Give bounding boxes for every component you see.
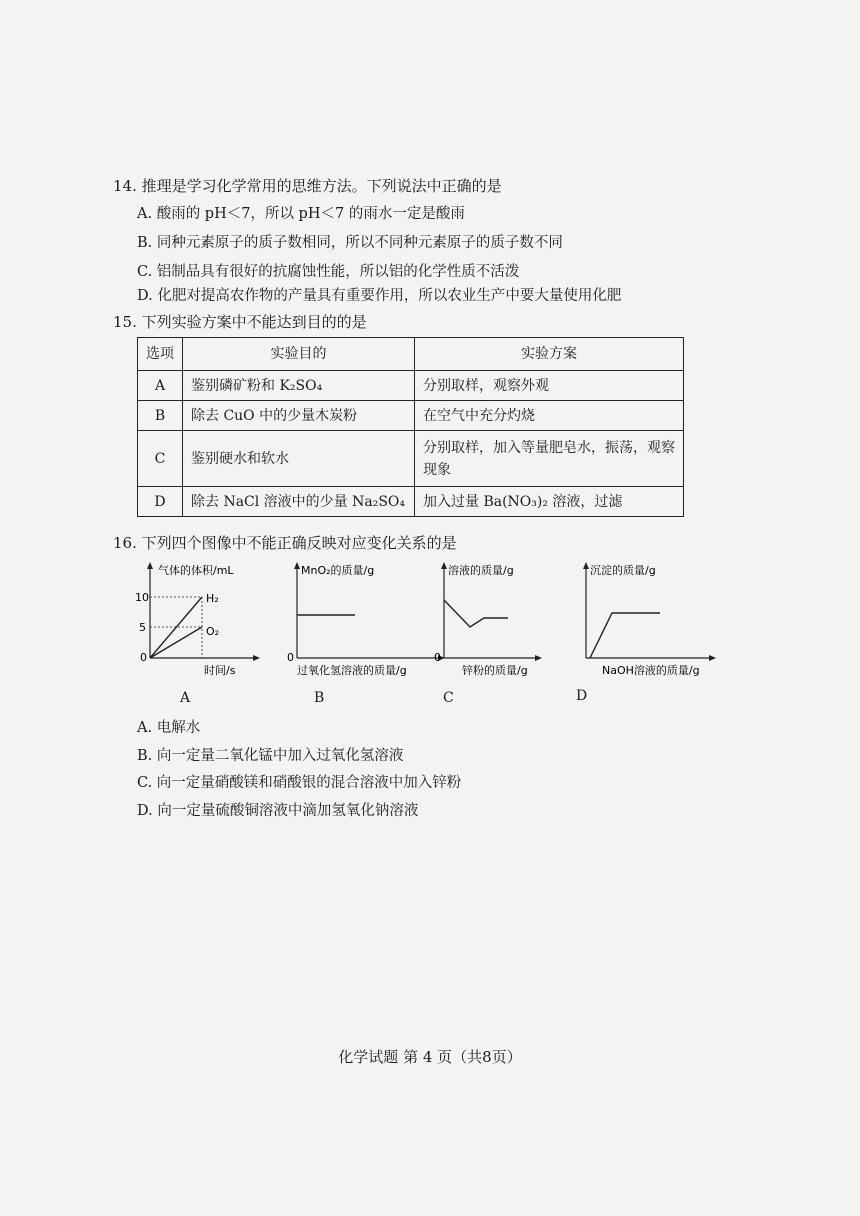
row-plan: 分别取样，观察外观 (415, 371, 684, 401)
q14-option-d: D. 化肥对提高农作物的产量具有重要作用，所以农业生产中要大量使用化肥 (137, 288, 622, 304)
row-purpose: 除去 CuO 中的少量木炭粉 (183, 401, 415, 431)
arrow-up-icon (441, 562, 447, 569)
row-plan: 分别取样，加入等量肥皂水，振荡，观察现象 (415, 431, 684, 487)
question-14-stem: 14. 推理是学习化学常用的思维方法。下列说法中正确的是 (113, 177, 502, 195)
graph-a-origin: 0 (140, 651, 147, 664)
row-option: A (138, 371, 183, 401)
h2-line (150, 597, 202, 658)
graph-a-letter: A (180, 690, 191, 706)
table-row (138, 431, 684, 487)
graph-d-xlabel: NaOH溶液的质量/g (602, 664, 700, 677)
o2-label: O₂ (206, 625, 220, 638)
row-purpose: 除去 NaCl 溶液中的少量 Na₂SO₄ (183, 487, 415, 517)
graph-a-xlabel: 时间/s (204, 664, 236, 677)
arrow-up-icon (294, 562, 300, 569)
graph-d (576, 560, 726, 678)
header-purpose: 实验目的 (183, 338, 415, 371)
row-option: C (138, 431, 183, 487)
table-row (138, 371, 684, 401)
graph-c-origin: 0 (434, 651, 441, 664)
arrow-right-icon (535, 655, 542, 661)
graph-b-xlabel: 过氧化氢溶液的质量/g (297, 664, 407, 677)
precipitate-line (590, 613, 660, 658)
row-purpose: 鉴别硬水和软水 (183, 431, 415, 487)
q16-option-a: A. 电解水 (137, 720, 201, 736)
q16-option-c: C. 向一定量硝酸镁和硝酸银的混合溶液中加入锌粉 (137, 775, 462, 791)
question-16-stem: 16. 下列四个图像中不能正确反映对应变化关系的是 (113, 534, 457, 552)
graph-a-ylabel: 气体的体积/mL (158, 564, 234, 577)
arrow-right-icon (709, 655, 716, 661)
solution-mass-line (444, 600, 508, 627)
question-15-stem: 15. 下列实验方案中不能达到目的的是 (113, 313, 367, 331)
graph-d-ylabel: 沉淀的质量/g (590, 564, 656, 577)
row-option: D (138, 487, 183, 517)
q14-option-b: B. 同种元素原子的质子数相同，所以不同种元素原子的质子数不同 (137, 235, 563, 251)
page-footer: 化学试题 第 4 页（共8页） (338, 1048, 522, 1066)
arrow-up-icon (583, 562, 589, 569)
graph-b-ylabel: MnO₂的质量/g (301, 564, 375, 577)
table-row (138, 487, 684, 517)
h2-label: H₂ (206, 592, 219, 605)
graph-b-letter: B (314, 690, 325, 706)
graph-b-origin: 0 (287, 651, 294, 664)
header-plan: 实验方案 (415, 338, 684, 371)
row-option: B (138, 401, 183, 431)
header-option: 选项 (138, 338, 183, 371)
graph-d-letter: D (576, 688, 588, 704)
graph-c-letter: C (443, 690, 454, 706)
arrow-up-icon (147, 562, 153, 569)
q14-option-c: C. 铝制品具有很好的抗腐蚀性能，所以铝的化学性质不活泼 (137, 264, 520, 280)
row-purpose: 鉴别磷矿粉和 K₂SO₄ (183, 371, 415, 401)
graph-b (283, 560, 453, 678)
graph-c (430, 560, 550, 678)
graph-c-xlabel: 锌粉的质量/g (462, 664, 528, 677)
q16-option-b: B. 向一定量二氧化锰中加入过氧化氢溶液 (137, 748, 404, 764)
graph-c-ylabel: 溶液的质量/g (448, 564, 514, 577)
o2-line (150, 627, 202, 658)
graph-a (132, 560, 262, 678)
row-plan: 加入过量 Ba(NO₃)₂ 溶液，过滤 (415, 487, 684, 517)
experiment-table (137, 337, 684, 517)
arrow-right-icon (253, 655, 260, 661)
q16-option-d: D. 向一定量硫酸铜溶液中滴加氢氧化钠溶液 (137, 803, 419, 819)
q14-option-a: A. 酸雨的 pH＜7，所以 pH＜7 的雨水一定是酸雨 (137, 206, 465, 222)
graph-a-ytick-5: 5 (139, 621, 146, 634)
row-plan: 在空气中充分灼烧 (415, 401, 684, 431)
graph-a-ytick-10: 10 (135, 591, 149, 604)
table-row (138, 401, 684, 431)
